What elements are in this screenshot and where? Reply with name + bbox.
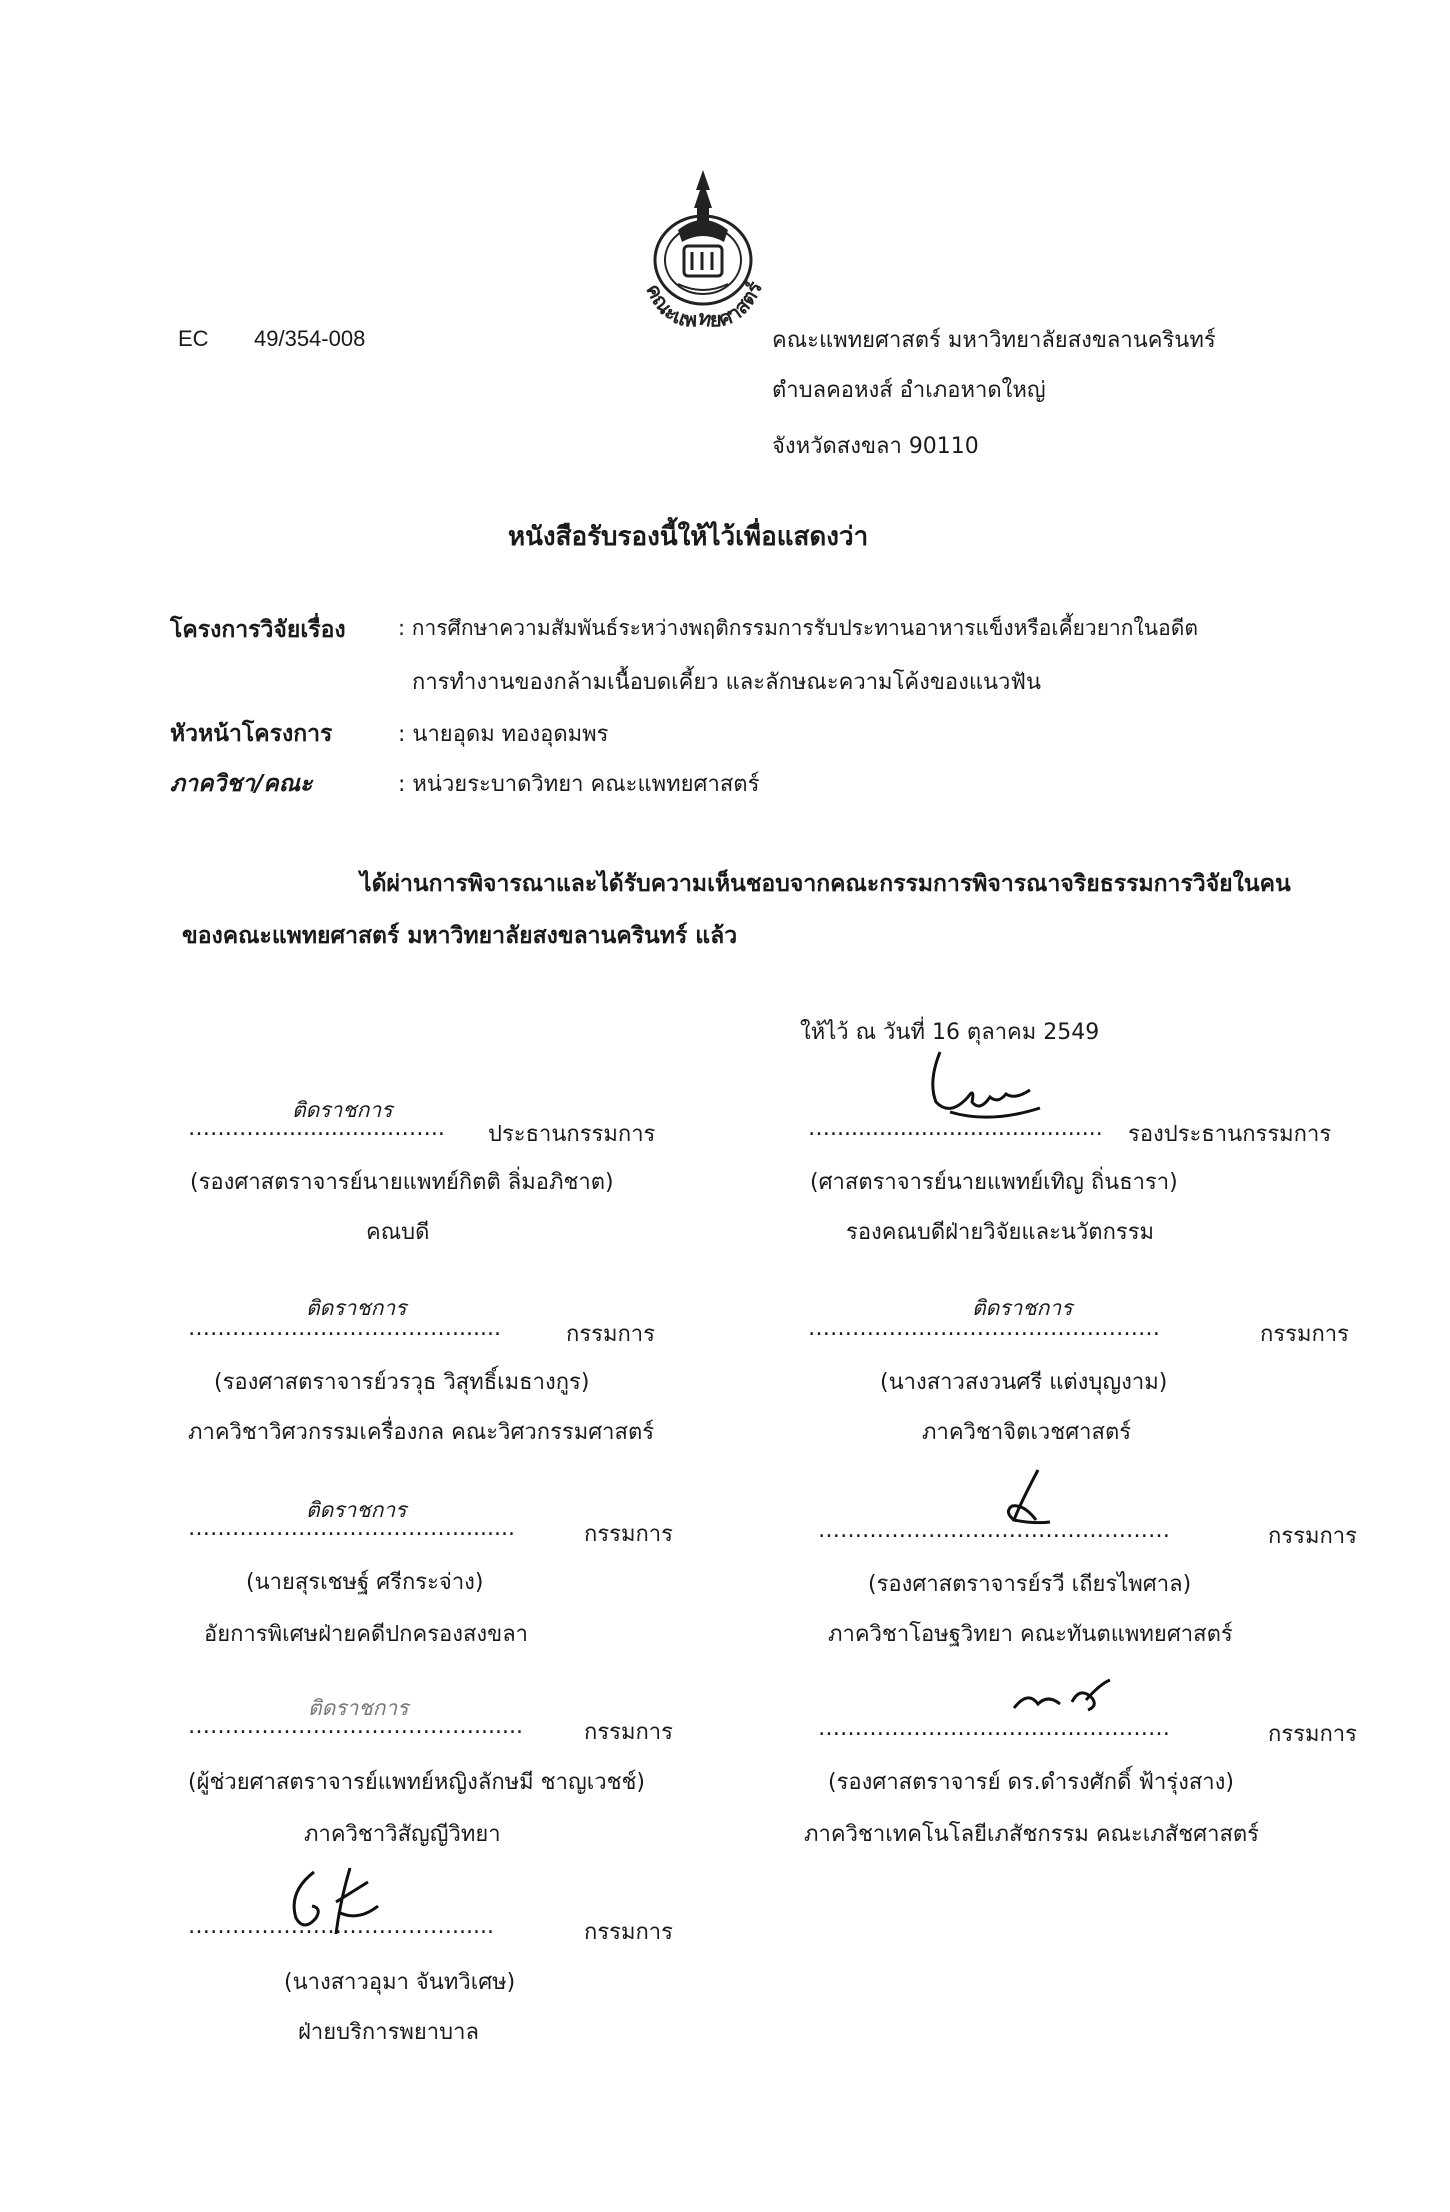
signatory-role: กรรมการ <box>1260 1322 1349 1347</box>
project-leader-value: : นายอุดม ทองอุดมพร <box>398 722 609 747</box>
department-value: : หน่วยระบาดวิทยา คณะแพทยศาสตร์ <box>398 772 760 797</box>
faculty-seal <box>618 160 788 335</box>
ec-number: 49/354-008 <box>254 326 366 351</box>
signatory-name: (นางสาวสงวนศรี แต่งบุญงาม) <box>880 1370 1168 1395</box>
signature-dots: …….…..................…….. <box>188 1116 445 1141</box>
signatory-role: กรรมการ <box>584 1720 673 1745</box>
signature-dots: ………………………………………… <box>818 1716 1170 1741</box>
signatory-position: ภาควิชาวิศวกรรมเครื่องกล คณะวิศวกรรมศาสตร์ <box>188 1420 655 1445</box>
signature-dots: ………………………………......... <box>188 1516 515 1541</box>
signatory-name: (ผู้ช่วยศาสตราจารย์แพทย์หญิงลักษมี ชาญเวชช์) <box>188 1770 646 1795</box>
signatory-name: (รองศาสตราจารย์วรวุธ วิสุทธิ์เมธางกูร) <box>214 1370 590 1395</box>
signatory-position: ภาควิชาวิสัญญีวิทยา <box>304 1822 501 1847</box>
ec-label: EC <box>178 326 209 351</box>
signatory-position: คณบดี <box>366 1220 430 1245</box>
signatory-position: ฝ่ายบริการพยาบาล <box>298 2020 479 2045</box>
signatory-status: ติดราชการ <box>292 1098 393 1122</box>
signatory-name: (ศาสตราจารย์นายแพทย์เทิญ ถิ่นธารา) <box>810 1170 1178 1195</box>
signatory-name: (รองศาสตราจารย์นายแพทย์กิตติ ลิ่มอภิชาต) <box>190 1170 614 1195</box>
signatory-status: ติดราชการ <box>308 1696 409 1720</box>
signatory-status: ติดราชการ <box>972 1296 1073 1320</box>
seal-text: คณะแพทยศาสตร์ <box>641 277 767 332</box>
signature-dots: ………………………………...... <box>188 1914 494 1939</box>
signatory-position: รองคณบดีฝ่ายวิจัยและนวัตกรรม <box>846 1220 1155 1245</box>
project-leader-label: หัวหน้าโครงการ <box>170 721 333 747</box>
signatory-role: ประธานกรรมการ <box>488 1122 656 1147</box>
signatory-name: (นายสุรเชษฐ์ ศรีกระจ่าง) <box>246 1570 484 1595</box>
date-given: ให้ไว้ ณ วันที่ 16 ตุลาคม 2549 <box>800 1020 1100 1045</box>
project-title-line-2: การทำงานของกล้ามเนื้อบดเคี้ยว และลักษณะความโค้งของแนวฟัน <box>412 670 1042 695</box>
signature-dots: ………………………………………… <box>818 1518 1170 1543</box>
approval-line-2: ของคณะแพทยศาสตร์ มหาวิทยาลัยสงขลานครินทร์ แล้ว <box>182 923 738 949</box>
department-label: ภาควิชา/คณะ <box>170 771 313 797</box>
document-title: หนังสือรับรองนี้ให้ไว้เพื่อแสดงว่า <box>508 522 869 552</box>
signature-dots: ………………………………....... <box>188 1316 501 1341</box>
signature-dots: …………………………………....... <box>188 1714 523 1739</box>
signatory-position: ภาควิชาเทคโนโลยีเภสัชกรรม คณะเภสัชศาสตร์ <box>804 1822 1259 1847</box>
signatory-status: ติดราชการ <box>306 1498 407 1522</box>
project-title-label: โครงการวิจัยเรื่อง <box>170 617 346 643</box>
address-line-1: คณะแพทยศาสตร์ มหาวิทยาลัยสงขลานครินทร์ <box>772 328 1216 353</box>
signatory-position: อัยการพิเศษฝ่ายคดีปกครองสงขลา <box>204 1622 529 1647</box>
signatory-role: รองประธานกรรมการ <box>1128 1122 1332 1147</box>
signatory-role: กรรมการ <box>566 1322 655 1347</box>
signatory-name: (รองศาสตราจารย์ ดร.ดำรงศักดิ์ ฟ้ารุ่งสาง) <box>828 1770 1234 1795</box>
approval-line-1: ได้ผ่านการพิจารณาและได้รับความเห็นชอบจากคณะกรรมการพิจารณาจริยธรรมการวิจัยในคน <box>360 871 1291 897</box>
project-title-line-1: : การศึกษาความสัมพันธ์ระหว่างพฤติกรรมการรับประทานอาหารแข็งหรือเคี้ยวยากในอดีต <box>398 616 1199 640</box>
signatory-role: กรรมการ <box>1268 1524 1357 1549</box>
signatory-position: ภาควิชาโอษฐวิทยา คณะทันตแพทยศาสตร์ <box>828 1622 1233 1647</box>
address-line-2: ตำบลคอหงส์ อำเภอหาดใหญ่ <box>772 378 1046 403</box>
signatory-name: (นางสาวอุมา จันทวิเศษ) <box>284 1970 516 1995</box>
signatory-role: กรรมการ <box>1268 1722 1357 1747</box>
signatory-status: ติดราชการ <box>306 1296 407 1320</box>
signature-dots: …....................................... <box>808 1116 1103 1141</box>
signatory-name: (รองศาสตราจารย์รวี เถียรไพศาล) <box>868 1572 1192 1597</box>
signature-dots: ………………………………………… <box>808 1316 1160 1341</box>
signatory-role: กรรมการ <box>584 1522 673 1547</box>
address-line-3: จังหวัดสงขลา 90110 <box>772 434 979 459</box>
signatory-role: กรรมการ <box>584 1920 673 1945</box>
signatory-position: ภาควิชาจิตเวชศาสตร์ <box>922 1420 1132 1445</box>
